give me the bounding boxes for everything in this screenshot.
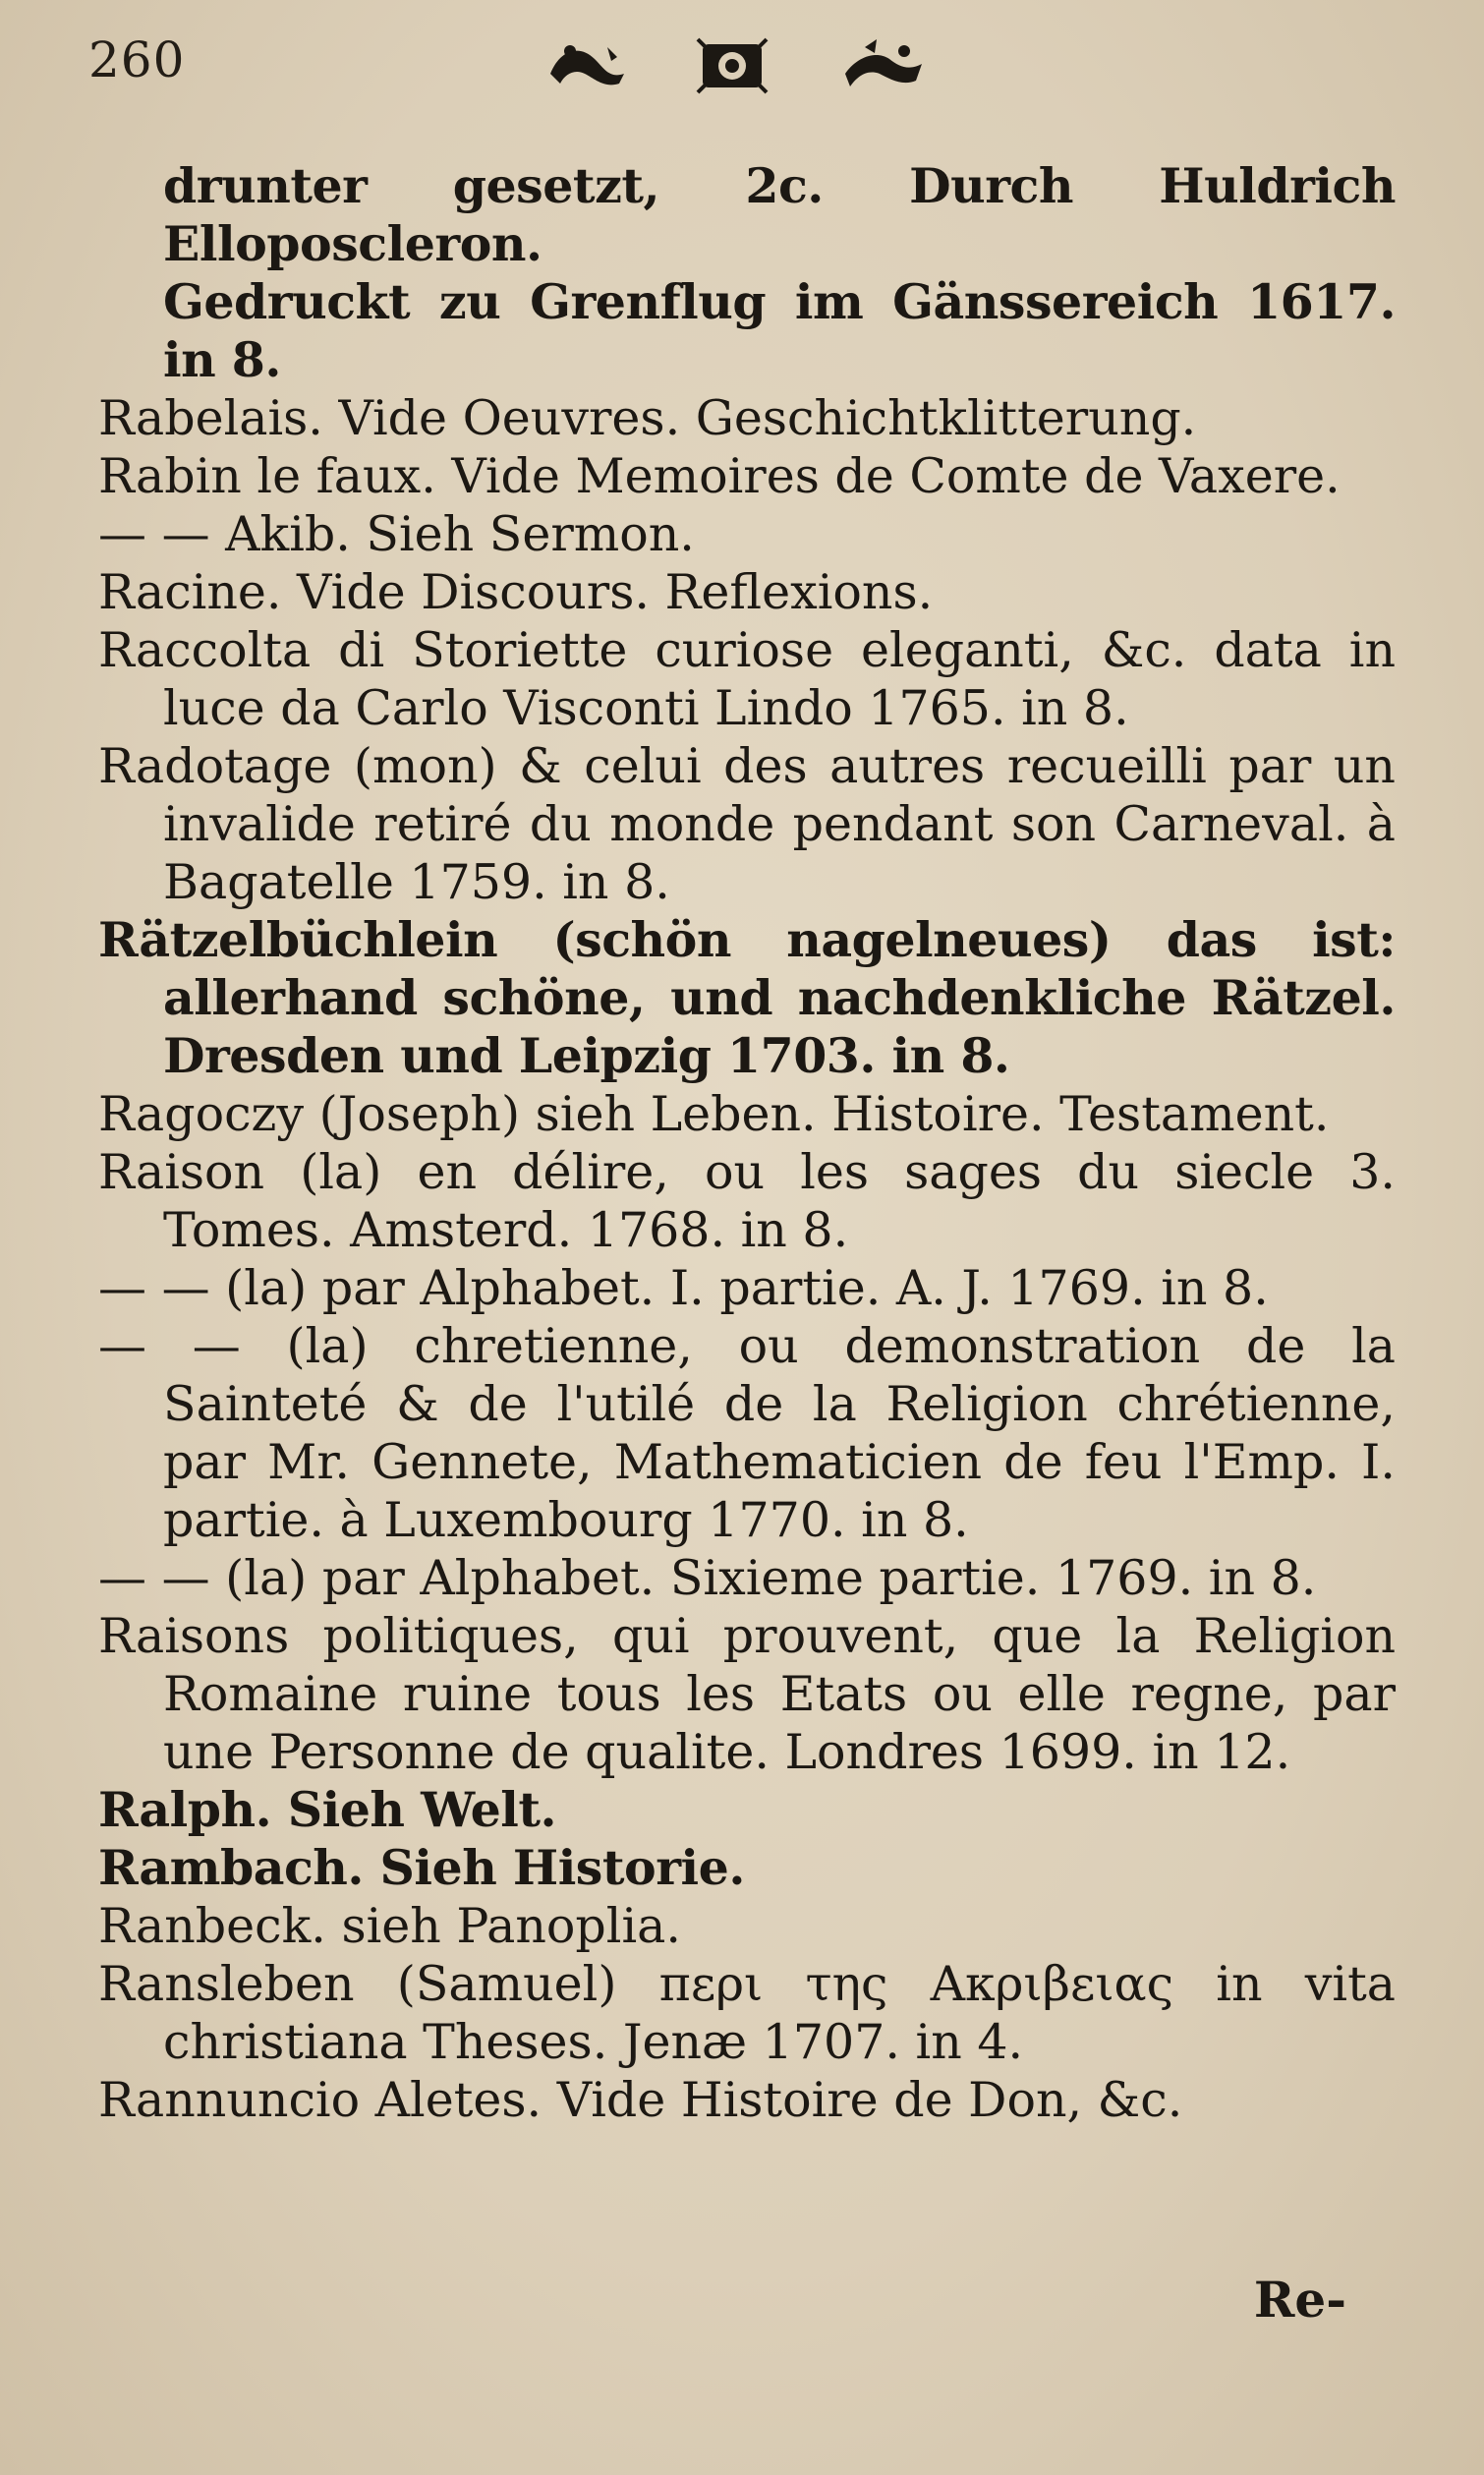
catalog-entry: Gedruckt zu Grenflug im Gänssereich 1617. in 8.	[163, 273, 1396, 388]
catalog-entry: Ralph. Sieh Welt.	[98, 1781, 557, 1838]
catalog-entry: Ragoczy (Joseph) sieh Leben. Histoire. Testament.	[98, 1086, 1330, 1142]
page-number: 260	[88, 31, 186, 88]
catalog-entry: Rannuncio Aletes. Vide Histoire de Don, &c.	[98, 2072, 1183, 2128]
catalog-entry: Rambach. Sieh Historie.	[98, 1839, 745, 1896]
catalog-entry: Raisons politiques, qui prouvent, que la Religion Romaine ruine tous les Etats ou elle regne, par une Personne de qualite. Londres 1699. in 12.	[98, 1608, 1396, 1780]
catalog-entry: — — (la) chretienne, ou demonstration de la Sainteté & de l'utilé de la Religion chrétienne, par Mr. Gennete, Mathematicien de feu l'Emp. I. partie. à Luxembourg 1770. in 8.	[98, 1318, 1396, 1548]
catalog-entry: — — Akib. Sieh Sermon.	[98, 506, 695, 562]
catalog-entry: Raccolta di Storiette curiose eleganti, &c. data in luce da Carlo Visconti Lindo 1765. in 8.	[98, 622, 1396, 736]
catalog-entry: Rätzelbüchlein (schön nagelneues) das ist: allerhand schöne, und nachdenkliche Rätzel. Dresden und Leipzig 1703. in 8.	[98, 911, 1396, 1084]
catalog-entry: Racine. Vide Discours. Reflexions.	[98, 564, 934, 620]
catalog-entry: Rabin le faux. Vide Memoires de Comte de Vaxere.	[98, 448, 1341, 504]
catalog-entry: Radotage (mon) & celui des autres recueilli par un invalide retiré du monde pendant son Carneval. à Bagatelle 1759. in 8.	[98, 738, 1396, 910]
catalog-entries	[98, 157, 1396, 2129]
catalog-entry: — — (la) par Alphabet. Sixieme partie. 1769. in 8.	[98, 1550, 1317, 1606]
catalog-entry: — — (la) par Alphabet. I. partie. A. J. 1769. in 8.	[98, 1260, 1269, 1316]
catalog-entry: drunter gesetzt, 2c. Durch Huldrich Elloposcleron.	[163, 157, 1396, 272]
catalog-entry: Rabelais. Vide Oeuvres. Geschichtklitterung.	[98, 390, 1197, 446]
catalog-entry: Ranbeck. sieh Panoplia.	[98, 1898, 681, 1954]
printer-ornament-icon	[550, 29, 924, 98]
catalog-entry: Raison (la) en délire, ou les sages du siecle 3. Tomes. Amsterd. 1768. in 8.	[98, 1144, 1396, 1258]
catchword: Re-	[1253, 2271, 1346, 2329]
catalog-entry: Ransleben (Samuel) περι της Ακριβειας in vita christiana Theses. Jenæ 1707. in 4.	[98, 1956, 1396, 2070]
